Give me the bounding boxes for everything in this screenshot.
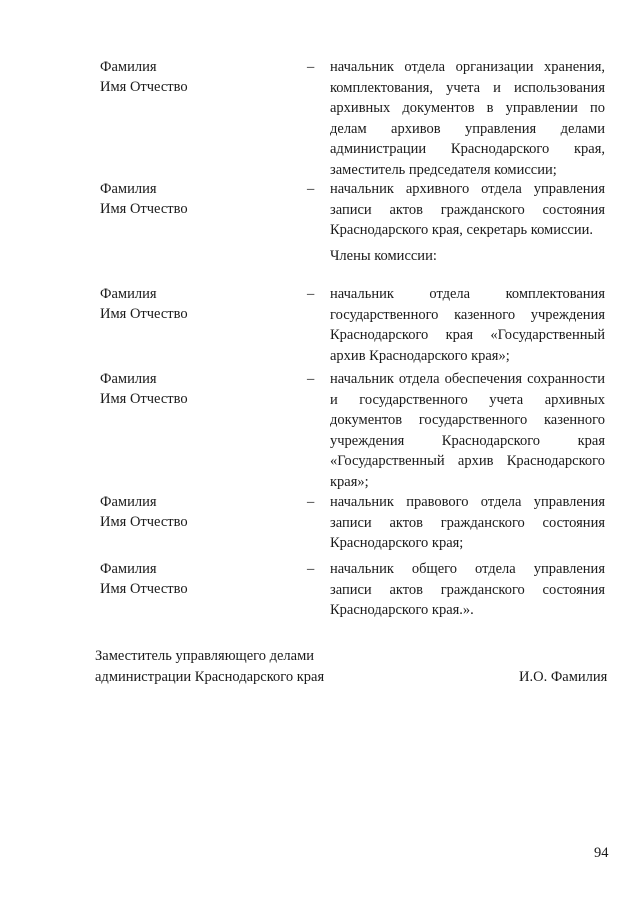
surname: Фамилия [100, 181, 157, 197]
dash: – [307, 286, 315, 302]
member-name [100, 492, 188, 532]
member-name [100, 284, 188, 324]
surname: Фамилия [100, 286, 157, 302]
given-name: Имя Отчество [100, 581, 188, 597]
surname: Фамилия [100, 59, 157, 75]
surname: Фамилия [100, 561, 157, 577]
member-description: начальник отдела организации хранения, комплектования, учета и использования архивных документов в управлении по делам архивов управления делами администрации Краснодарского края, заместитель председателя комиссии; [330, 59, 605, 178]
signatory-line-1: Заместитель управляющего делами [95, 648, 315, 664]
given-name: Имя Отчество [100, 79, 188, 95]
member-name [100, 559, 188, 599]
member-description: начальник отдела комплектования государственного казенного учреждения Краснодарского края «Государственный архив Краснодарского края»; [330, 286, 605, 364]
signatory-position [95, 646, 324, 688]
member-name [100, 369, 188, 409]
member-description: начальник правового отдела управления записи актов гражданского состояния Краснодарского края; [330, 494, 605, 552]
signatory-line-2: администрации Краснодарского края [95, 669, 325, 685]
dash: – [307, 494, 315, 510]
given-name: Имя Отчество [100, 514, 188, 530]
surname: Фамилия [100, 494, 157, 510]
member-name [100, 179, 188, 219]
dash: – [307, 59, 315, 75]
given-name: Имя Отчество [100, 201, 188, 217]
member-name [100, 57, 188, 97]
dash: – [307, 181, 315, 197]
signatory-name: И.О. Фамилия [519, 669, 608, 685]
member-description: начальник отдела обеспечения сохранности и государственного учета архивных документов государственного казенного учреждения Краснодарского края «Государственный архив Краснодарского края»; [330, 371, 605, 490]
member-description: начальник архивного отдела управления записи актов гражданского состояния Краснодарского края, секретарь комиссии. [330, 181, 605, 239]
members-heading: Члены комиссии: [330, 248, 437, 264]
given-name: Имя Отчество [100, 391, 188, 407]
member-description: начальник общего отдела управления записи актов гражданского состояния Краснодарского края.». [330, 561, 605, 619]
dash: – [307, 561, 315, 577]
page-number: 94 [594, 845, 609, 861]
surname: Фамилия [100, 371, 157, 387]
given-name: Имя Отчество [100, 306, 188, 322]
dash: – [307, 371, 315, 387]
